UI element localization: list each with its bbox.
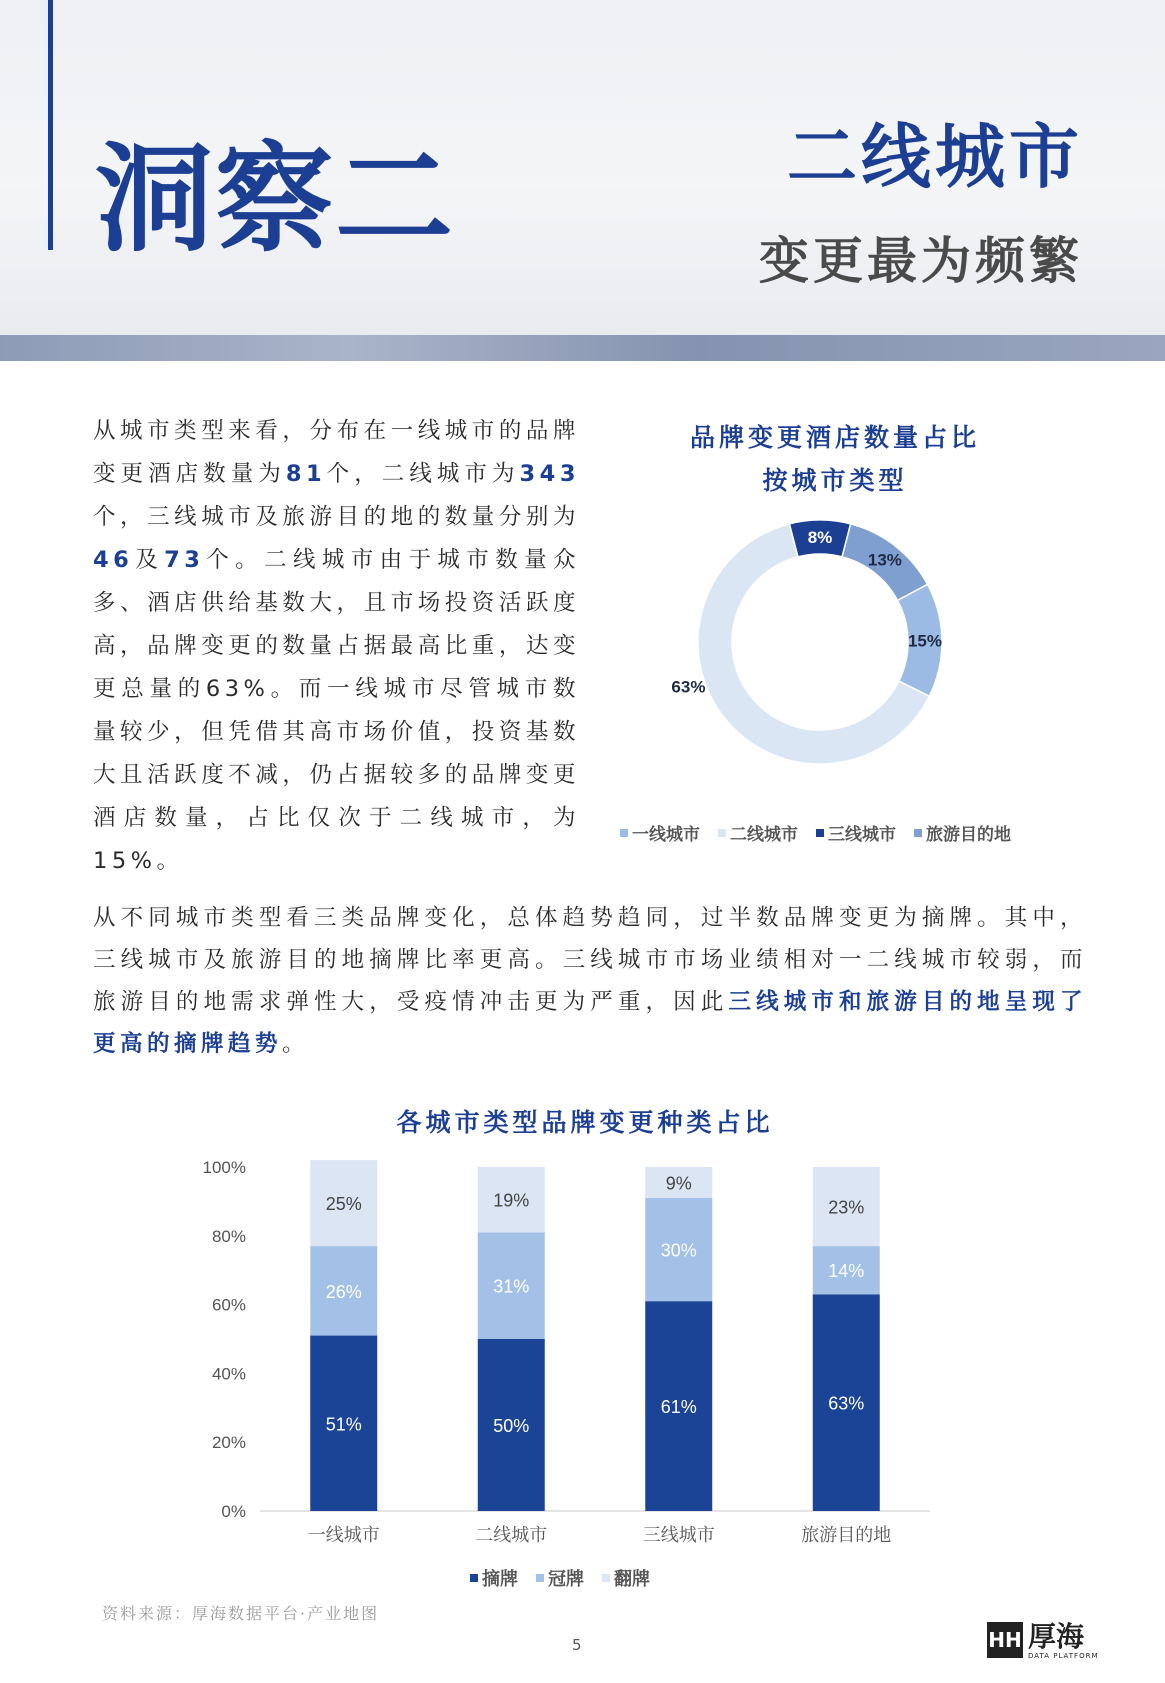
y-tick-label: 0%: [221, 1502, 246, 1521]
bar-legend-item: [470, 1565, 518, 1591]
legend-label: 冠牌: [548, 1569, 584, 1590]
y-tick-label: 80%: [211, 1226, 246, 1246]
logo-text: 厚海: [1028, 1620, 1085, 1653]
donut-title-line2: 按城市类型: [762, 466, 908, 495]
bar-legend: [470, 1565, 650, 1591]
x-tick-label: 旅游目的地: [801, 1525, 892, 1545]
bar-data-label: 30%: [660, 1240, 697, 1261]
para1-text-4: 及: [133, 547, 165, 573]
bar-data-label: 31%: [493, 1276, 530, 1297]
donut-chart: [671, 512, 950, 772]
insight-title: 洞察二: [95, 129, 456, 268]
donut-legend: [620, 820, 1080, 845]
para1-text-1: 从城市类型来看，分布在一线城市的品牌变更酒店数量为: [93, 418, 580, 487]
para1-text-5: 个。二线城市由于城市数量众多、酒店供给基数大，且市场投资活跃度高，品牌变更的数量占据最高比重，达变更总量的63%。而一线城市尽管城市数量较少，但凭借其高市场价值，投资基数大且活跃度不减，仍占据较多的品牌变更酒店数量，占比仅次于二线城市，为15%。: [93, 547, 580, 874]
x-tick-label: 一线城市: [307, 1525, 380, 1545]
para2-text-1: 从不同城市类型看三类品牌变化，总体趋势趋同，过半数品牌变更为摘牌。其中，三线城市及旅游目的地摘牌比率更高。三线城市市场业绩相对一二线城市较弱，而旅游目的地需求弹性大，受疫情冲击更为严重，因此: [93, 905, 1087, 1015]
count-tier3: 46: [93, 547, 134, 573]
y-tick-label: 40%: [211, 1364, 246, 1384]
paragraph-brand-change-types: [93, 897, 1087, 1065]
legend-swatch: [620, 829, 628, 837]
data-source: 资料来源：厚海数据平台·产业地图: [102, 1604, 380, 1623]
legend-swatch: [816, 829, 824, 837]
donut-label-0: 15%: [907, 631, 943, 651]
y-tick-label: 60%: [211, 1295, 246, 1315]
donut-label-1: 63%: [671, 677, 706, 697]
bar-data-label: 26%: [325, 1281, 362, 1302]
legend-label: 翻牌: [614, 1569, 650, 1590]
insight-subtitle-desc: 变更最为频繁: [759, 232, 1083, 290]
insight-subtitle: 二线城市: [787, 116, 1083, 198]
bar-chart-title: 各城市类型品牌变更种类占比: [396, 1108, 774, 1137]
accent-bar: [48, 0, 53, 250]
header-strip: [0, 335, 1165, 361]
para1-text-3: 个，三线城市及旅游目的地的数量分别为: [93, 504, 580, 530]
x-tick-label: 二线城市: [475, 1525, 548, 1545]
donut-legend-item: [914, 820, 1011, 845]
bar-data-label: 25%: [325, 1194, 362, 1215]
logo-mark: HH: [987, 1622, 1023, 1658]
bar-data-label: 50%: [493, 1416, 530, 1436]
logo-subtext: DATA PLATFORM: [1028, 1652, 1099, 1660]
y-tick-label: 100%: [202, 1158, 246, 1177]
para2-highlight: 三线城市和旅游目的地呈现了更高的摘牌趋势: [93, 989, 1087, 1057]
donut-legend-item: [816, 820, 896, 845]
legend-label: 三线城市: [828, 825, 896, 845]
x-tick-label: 三线城市: [642, 1525, 715, 1545]
paragraph-city-distribution: [93, 410, 580, 883]
donut-legend-item: [718, 820, 798, 845]
count-tier2: 343: [519, 461, 580, 487]
para2-text-2: 。: [282, 1031, 310, 1057]
bar-data-label: 61%: [660, 1397, 697, 1418]
page-number: 5: [572, 1636, 582, 1654]
legend-swatch: [718, 829, 726, 837]
legend-label: 摘牌: [482, 1569, 518, 1590]
stacked-bar-chart: [180, 1150, 940, 1560]
bar-data-label: 23%: [828, 1197, 865, 1218]
legend-swatch: [470, 1574, 478, 1582]
legend-swatch: [602, 1574, 610, 1582]
y-tick-label: 20%: [211, 1433, 246, 1453]
logo-wordmark: [1028, 1622, 1099, 1660]
legend-swatch: [914, 829, 922, 837]
donut-label-2: 8%: [807, 528, 833, 547]
legend-swatch: [536, 1574, 544, 1582]
bar-data-label: 51%: [325, 1414, 362, 1435]
donut-title-line1: 品牌变更酒店数量占比: [689, 423, 980, 452]
bar-legend-item: [602, 1565, 650, 1591]
legend-label: 一线城市: [632, 825, 700, 845]
logo: [987, 1622, 1099, 1660]
para1-text-2: 个，二线城市为: [326, 461, 520, 487]
bar-data-label: 9%: [665, 1173, 692, 1194]
bar-data-label: 14%: [828, 1261, 865, 1282]
count-tourism: 73: [164, 547, 205, 573]
bar-data-label: 19%: [493, 1190, 530, 1211]
bar-legend-item: [536, 1565, 584, 1591]
count-tier1: 81: [285, 461, 327, 487]
legend-label: 旅游目的地: [926, 825, 1011, 845]
donut-label-3: 13%: [867, 550, 902, 570]
legend-label: 二线城市: [730, 825, 798, 845]
donut-chart-title: [620, 416, 1050, 502]
donut-legend-item: [620, 820, 700, 845]
bar-data-label: 63%: [828, 1393, 865, 1414]
